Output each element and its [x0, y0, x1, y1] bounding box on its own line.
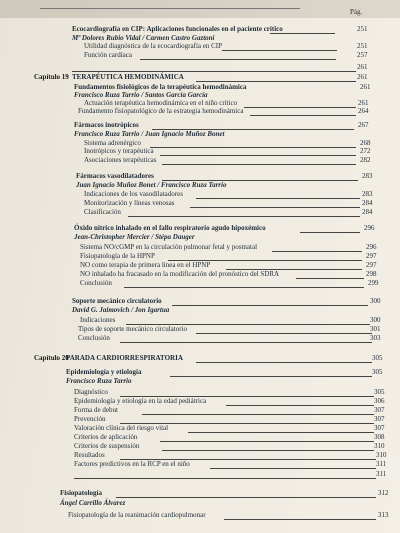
page-number: 272 — [360, 147, 371, 155]
toc-entry: Inotrópicos y terapéutica — [84, 147, 154, 155]
toc-heading: Fármacos vasodilatadores — [76, 172, 154, 180]
toc-entry: Fisiopatología de la reanimación cardiopulmonar — [68, 511, 206, 519]
toc-entry: Epidemiología y etiología en la edad pediátrica — [74, 397, 207, 405]
toc-heading: Epidemiología y etiología — [66, 368, 142, 376]
page-number: 311 — [376, 470, 387, 478]
toc-entry: Valoración clínica del riesgo vital — [74, 424, 169, 432]
toc-line — [0, 106, 400, 117]
toc-entry: Tipos de soporte mecánico circulatorio — [78, 325, 187, 333]
leader-rule — [128, 216, 360, 217]
leader-rule — [124, 287, 364, 288]
page-number: 305 — [372, 354, 383, 362]
page-number: 313 — [378, 511, 389, 519]
chapter-label: Capítulo 19 — [34, 73, 69, 81]
top-rule — [40, 8, 300, 9]
toc-heading: TERAPÉUTICA HEMODINÁMICA — [72, 73, 184, 81]
page-number: 261 — [357, 73, 368, 81]
toc-entry: NO como terapia de primera línea en el HPNP — [80, 261, 211, 269]
leader-rule — [162, 164, 356, 165]
page-number: 261 — [357, 63, 368, 71]
toc-line — [0, 278, 400, 289]
toc-authors: Francisco Ruza Tarrio / Santos García García — [74, 91, 208, 99]
page-column-label: Pág. — [350, 8, 363, 16]
toc-entry: Conclusión — [80, 279, 112, 287]
toc-entry: Indicaciones — [80, 316, 116, 324]
toc-entry: Sistema adrenérgico — [84, 139, 141, 147]
chapter-label: Capítulo 20 — [34, 354, 69, 362]
toc-entry: Factores predictivos en la RCP en el niño — [74, 460, 190, 468]
toc-heading: Fisiopatología — [60, 489, 103, 497]
page-number: 251 — [357, 42, 368, 50]
toc-entry: Sistema NO/cGMP en la circulación pulmonar fetal y postnatal — [80, 243, 258, 251]
toc-entry: Diagnóstico — [74, 388, 108, 396]
toc-entry: Criterios de suspensión — [74, 442, 140, 450]
page-number: 305 — [372, 368, 383, 376]
toc-entry: Asociaciones terapéuticas — [84, 156, 157, 164]
page-number: 257 — [357, 51, 368, 59]
toc-heading: Ecocardiografía en CIP: Aplicaciones funcionales en el paciente crítico — [72, 25, 283, 33]
toc-line — [0, 333, 400, 344]
page-number: 311 — [376, 460, 387, 468]
toc-entry: Función cardíaca — [84, 51, 133, 59]
page-number: 310 — [376, 451, 387, 459]
page-number: 283 — [362, 172, 373, 180]
toc-authors: Juan Ignacio Muñoz Bonet / Francisco Ruza Tarrio — [76, 181, 227, 189]
page-number: 300 — [370, 316, 381, 324]
page-number: 297 — [366, 261, 377, 269]
page-number: 306 — [374, 397, 385, 405]
toc-entry: Clasificación — [84, 208, 121, 216]
toc-entry: Conclusión — [78, 334, 110, 342]
page-number: 298 — [366, 270, 377, 278]
page-number: 312 — [378, 489, 389, 497]
page-number: 303 — [370, 334, 381, 342]
leader-rule — [120, 342, 372, 343]
toc-heading: Soporte mecánico circulatorio — [72, 297, 162, 305]
toc-line — [0, 469, 400, 480]
leader-rule — [224, 519, 376, 520]
toc-authors: Francisco Ruza Tarrio / Juan Ignacio Muñoz Bonet — [74, 130, 225, 138]
page-number: 296 — [366, 243, 377, 251]
page-number: 261 — [360, 83, 371, 91]
page-number: 264 — [358, 107, 369, 115]
toc-entry: Criterios de aplicación — [74, 433, 138, 441]
toc-heading: Fármacos inotrópicos — [74, 121, 139, 129]
page-number: 305 — [374, 388, 385, 396]
toc-authors: David G. Jaimovich / Jon Igartua — [72, 306, 170, 314]
page-number: 268 — [360, 139, 371, 147]
page-number: 282 — [360, 156, 371, 164]
toc-heading: Óxido nítrico inhalado en el fallo respiratorio agudo hipoxémico — [74, 224, 266, 232]
page-number: 301 — [370, 325, 381, 333]
page-number: 284 — [362, 208, 373, 216]
toc-authors: Francisco Ruza Tarrio — [66, 377, 132, 385]
toc-line — [0, 510, 400, 521]
toc-entry: Utilidad diagnóstica de la ecocardiografía en CIP — [84, 42, 223, 50]
page-number: 267 — [358, 121, 369, 129]
page-number: 300 — [370, 297, 381, 305]
toc-entry: Indicaciones de los vasodilatadores — [84, 190, 183, 198]
page-number: 297 — [366, 252, 377, 260]
toc-entry: Fisiopatología de la HPNP — [80, 252, 155, 260]
toc-entry: Prevención — [74, 415, 106, 423]
page-number: 296 — [364, 224, 375, 232]
toc-line — [0, 155, 400, 166]
leader-rule — [74, 478, 376, 479]
toc-authors: Mª Dolores Rubio Vidal / Carmen Castro Gaztoni — [72, 34, 215, 42]
page-number: 283 — [362, 190, 373, 198]
leader-rule — [250, 115, 356, 116]
toc-entry: Monitorización y líneas venosas — [84, 199, 175, 207]
leader-rule — [196, 362, 372, 363]
page-number: 284 — [362, 199, 373, 207]
page-number: 299 — [368, 279, 379, 287]
page-number: 307 — [374, 415, 385, 423]
page-number: 251 — [357, 25, 368, 33]
toc-line — [0, 376, 400, 387]
toc-authors: Ángel Carrillo Álvarez — [60, 499, 126, 507]
leader-rule — [140, 59, 336, 60]
toc-entry: Forma de debut — [74, 406, 118, 414]
toc-line — [0, 353, 400, 364]
toc-line — [0, 50, 400, 61]
page-number: 310 — [374, 442, 385, 450]
page-number: 307 — [374, 424, 385, 432]
top-edge — [0, 0, 400, 18]
toc-entry: NO inhalado ha fracasado en la modificación del pronóstico del SDRA — [80, 270, 280, 278]
toc-line — [0, 207, 400, 218]
toc-entry: Fundamento fisiopatológico de la estrategia hemodinámica — [78, 107, 244, 115]
toc-line — [0, 498, 400, 509]
toc-heading: Fundamentos fisiológicos de la terapéutica hemodinámica — [74, 83, 247, 91]
toc-authors: Jean-Christopher Mercier / Stépa Dauger — [74, 233, 195, 241]
toc-entry: Actuación terapéutica hemodinámica en el niño crítico — [84, 99, 238, 107]
page-number: 307 — [374, 406, 385, 414]
page-number: 308 — [374, 433, 385, 441]
toc-entry: Resultados — [74, 451, 105, 459]
page-number: 261 — [358, 99, 369, 107]
toc-heading: PARADA CARDIORRESPIRATORIA — [66, 354, 183, 362]
